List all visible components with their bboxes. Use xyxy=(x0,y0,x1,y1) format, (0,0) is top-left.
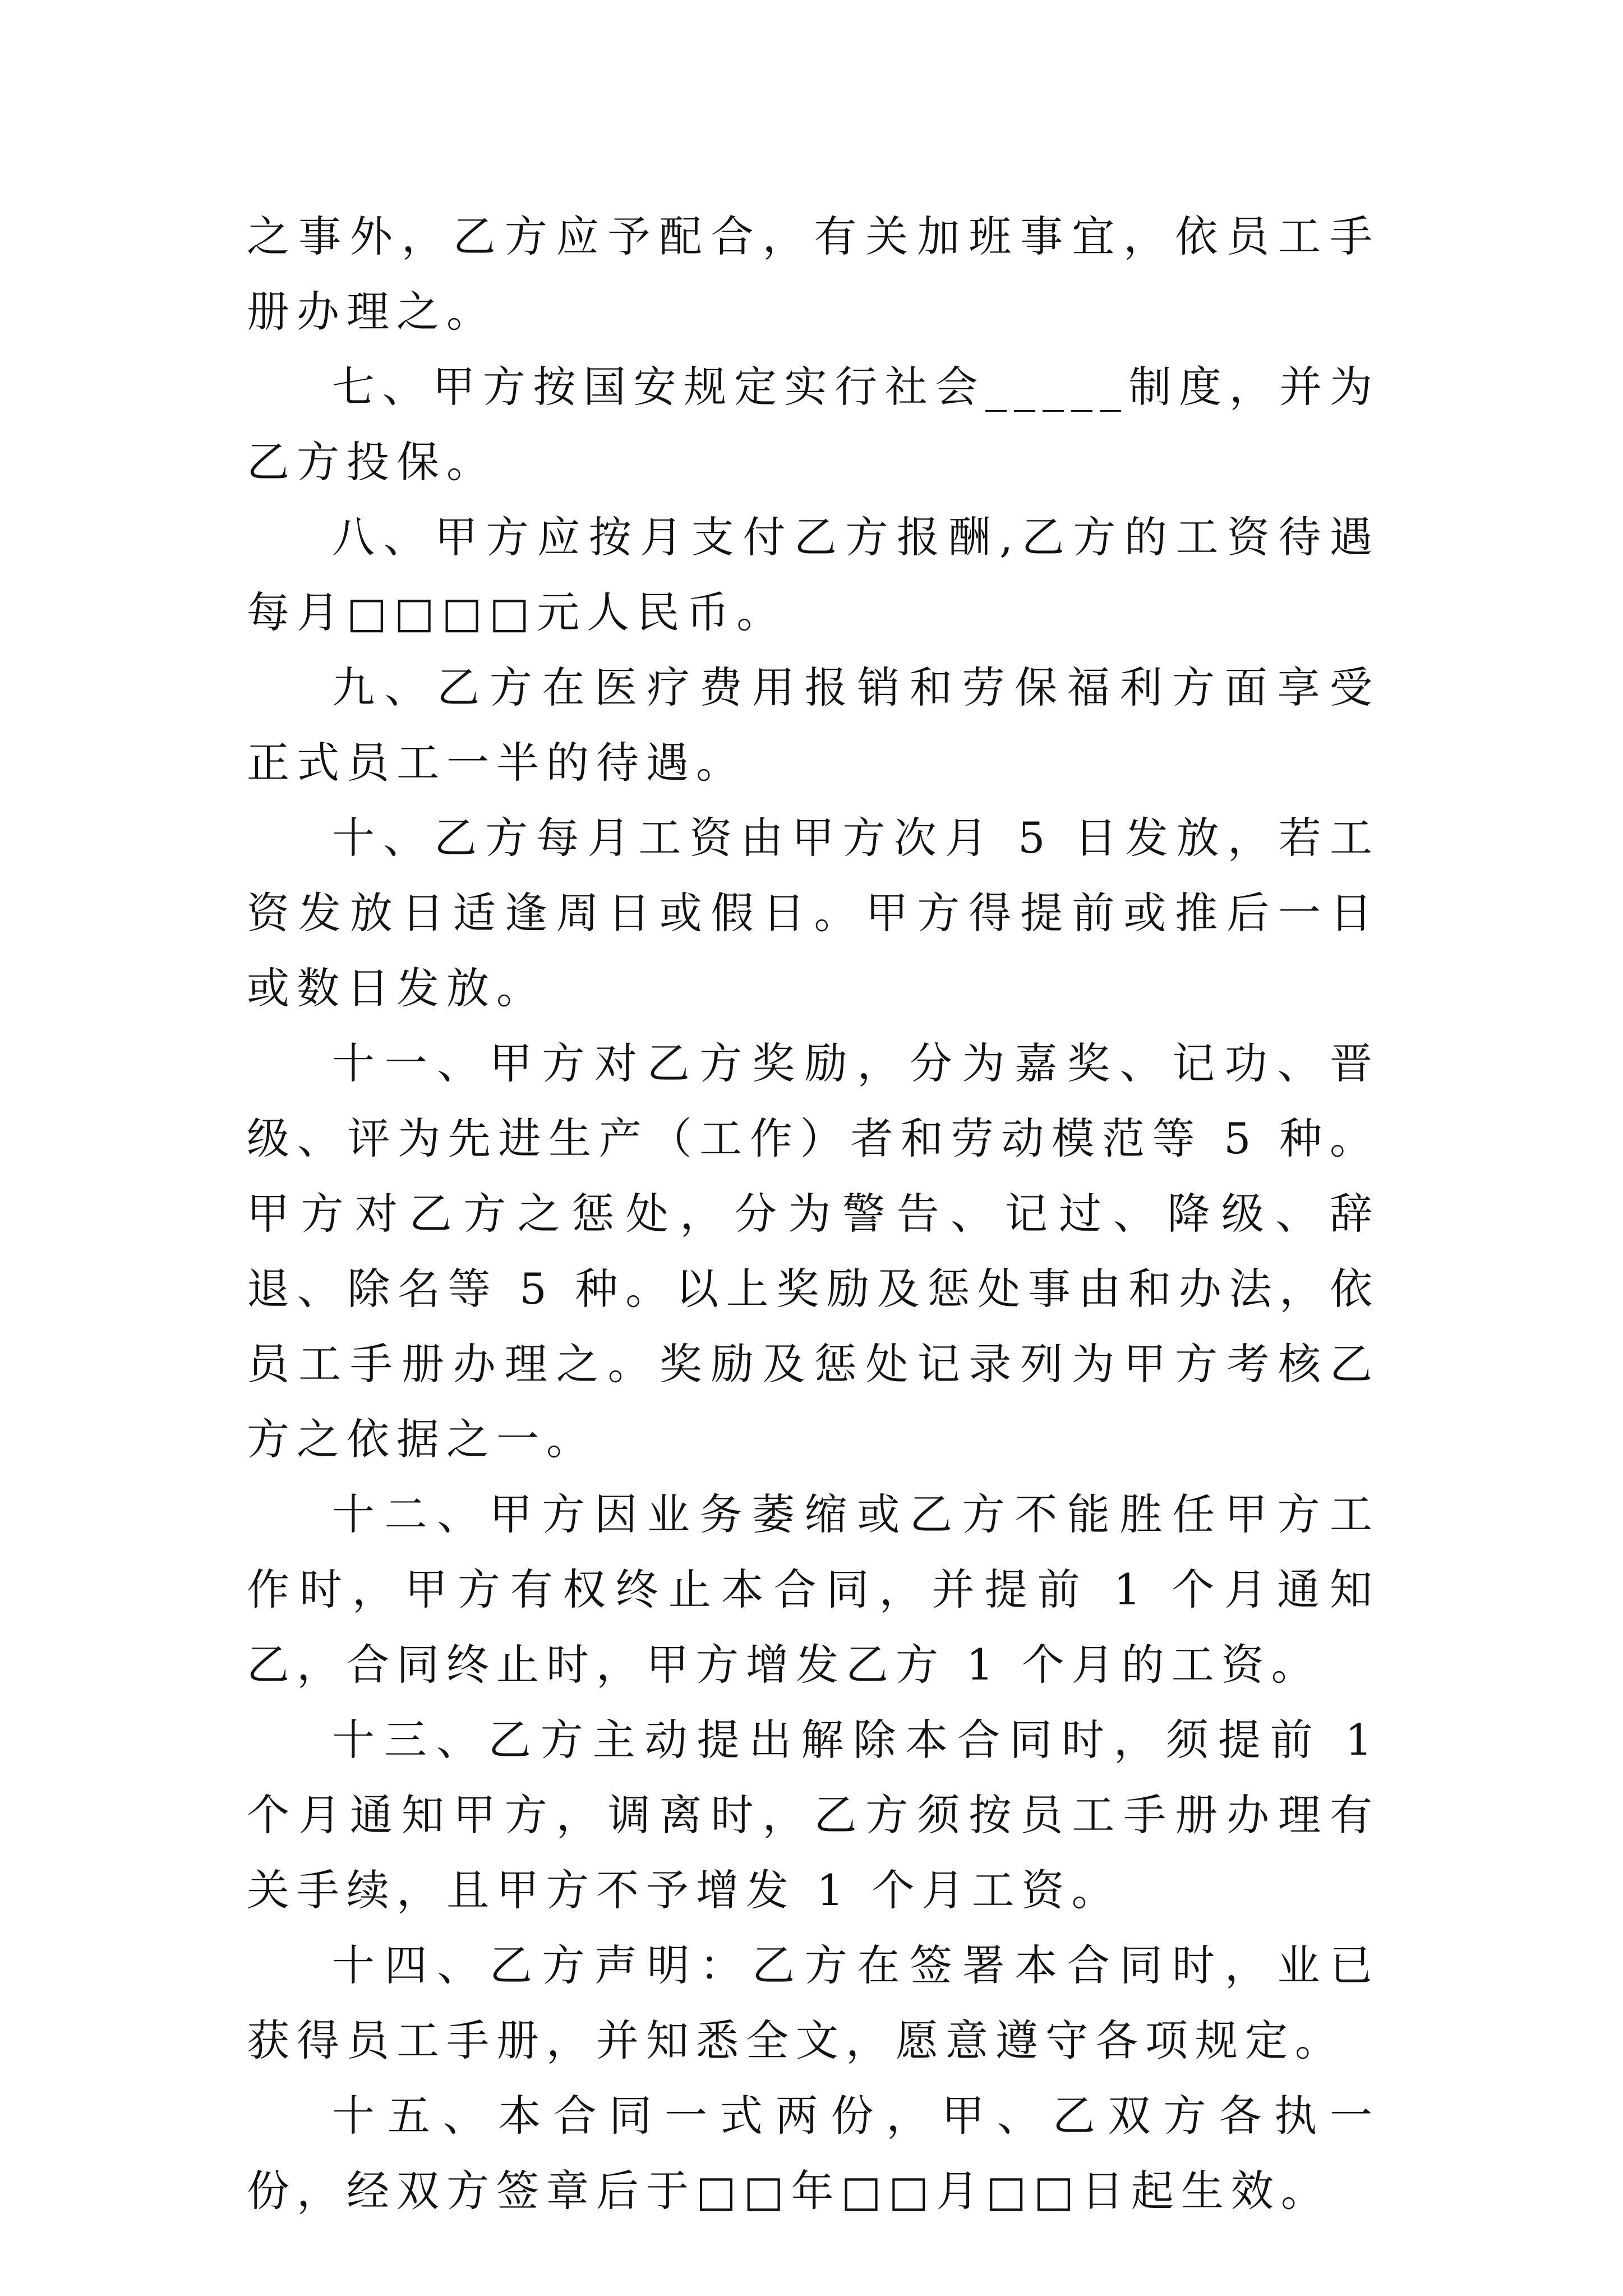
paragraph-clause-9: 九、乙方在医疗费用报销和劳保福利方面享受正式员工一半的待遇。 xyxy=(247,662,1380,788)
paragraph-clause-12: 十二、甲方因业务萎缩或乙方不能胜任甲方工作时，甲方有权终止本合同，并提前 1 个月通知乙，合同终止时，甲方增发乙方 1 个月的工资。 xyxy=(247,1489,1380,1690)
paragraph-clause-7: 七、甲方按国安规定实行社会_____制度，并为乙方投保。 xyxy=(247,362,1380,487)
document-body xyxy=(247,199,1380,2229)
paragraph-clause-11: 十一、甲方对乙方奖励，分为嘉奖、记功、晋级、评为先进生产（工作）者和劳动模范等 5 种。甲方对乙方之惩处，分为警告、记过、降级、辞退、除名等 5 种。以上奖励及惩处事由和办法，依员工手册办理之。奖励及惩处记录列为甲方考核乙方之依据之一。 xyxy=(247,1038,1380,1464)
paragraph-clause-15: 十五、本合同一式两份，甲、乙双方各执一份，经双方签章后于□□年□□月□□日起生效。 xyxy=(247,2091,1380,2216)
paragraph-clause-13: 十三、乙方主动提出解除本合同时，须提前 1 个月通知甲方，调离时，乙方须按员工手册办理有关手续，且甲方不予增发 1 个月工资。 xyxy=(247,1715,1380,1915)
paragraph-clause-8: 八、甲方应按月支付乙方报酬,乙方的工资待遇每月□□□□元人民币。 xyxy=(247,512,1380,637)
paragraph-continuation: 之事外，乙方应予配合，有关加班事宜，依员工手册办理之。 xyxy=(247,211,1380,337)
paragraph-clause-10: 十、乙方每月工资由甲方次月 5 日发放，若工资发放日适逢周日或假日。甲方得提前或推后一日或数日发放。 xyxy=(247,813,1380,1013)
paragraph-clause-14: 十四、乙方声明：乙方在签署本合同时，业已获得员工手册，并知悉全文，愿意遵守各项规定。 xyxy=(247,1940,1380,2065)
